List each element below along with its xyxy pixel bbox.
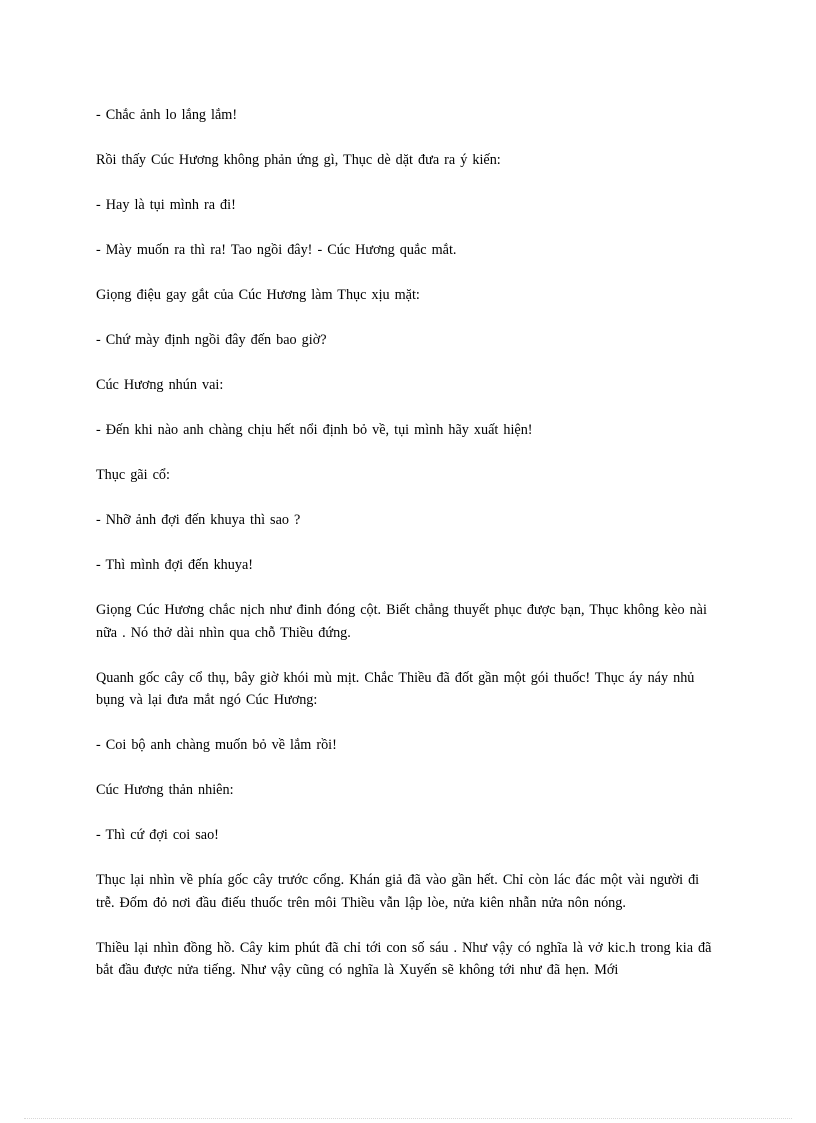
paragraph: Giọng Cúc Hương chắc nịch như đinh đóng cột. Biết chẳng thuyết phục được bạn, Thục không kèo nài nữa . Nó thở dài nhìn qua chỗ Thiều đứng.: [96, 602, 707, 641]
paragraph: - Nhỡ ảnh đợi đến khuya thì sao ?: [96, 512, 301, 528]
paragraph: - Hay là tụi mình ra đi!: [96, 197, 236, 213]
paragraph: - Mày muốn ra thì ra! Tao ngồi đây! - Cúc Hương quắc mắt.: [96, 242, 457, 258]
paragraph: - Thì mình đợi đến khuya!: [96, 557, 253, 573]
paragraph: Quanh gốc cây cổ thụ, bây giờ khói mù mịt. Chắc Thiều đã đốt gần một gói thuốc! Thục áy náy nhủ bụng và lại đưa mắt ngó Cúc Hương:: [96, 669, 695, 708]
paragraph: - Đến khi nào anh chàng chịu hết nổi định bỏ về, tụi mình hãy xuất hiện!: [96, 422, 533, 438]
paragraph: - Coi bộ anh chàng muốn bỏ về lắm rồi!: [96, 737, 337, 753]
paragraph: Cúc Hương nhún vai:: [96, 377, 224, 393]
document-body: [96, 104, 712, 1004]
paragraph: Giọng điệu gay gắt của Cúc Hương làm Thục xịu mặt:: [96, 287, 420, 303]
paragraph: Rồi thấy Cúc Hương không phản ứng gì, Thục dè dặt đưa ra ý kiến:: [96, 152, 501, 168]
paragraph: - Thì cứ đợi coi sao!: [96, 827, 219, 843]
paragraph: Thục lại nhìn về phía gốc cây trước cổng. Khán giả đã vào gần hết. Chỉ còn lác đác một vài người đi trễ. Đốm đỏ nơi đầu điếu thuốc trên môi Thiều vẫn lập lòe, nửa kiên nhẫn nửa nôn nóng.: [96, 872, 700, 911]
paragraph: - Chắc ảnh lo lắng lắm!: [96, 107, 238, 123]
paragraph: - Chứ mày định ngồi đây đến bao giờ?: [96, 332, 327, 348]
page-bottom-divider: [24, 1118, 792, 1119]
paragraph: Cúc Hương thản nhiên:: [96, 782, 234, 798]
paragraph: Thiều lại nhìn đồng hồ. Cây kim phút đã chỉ tới con số sáu . Như vậy có nghĩa là vở kic.h trong kia đã bắt đầu được nửa tiếng. Như vậy cũng có nghĩa là Xuyến sẽ không tới như đã hẹn. Mới: [96, 939, 712, 978]
paragraph: Thục gãi cổ:: [96, 467, 170, 483]
